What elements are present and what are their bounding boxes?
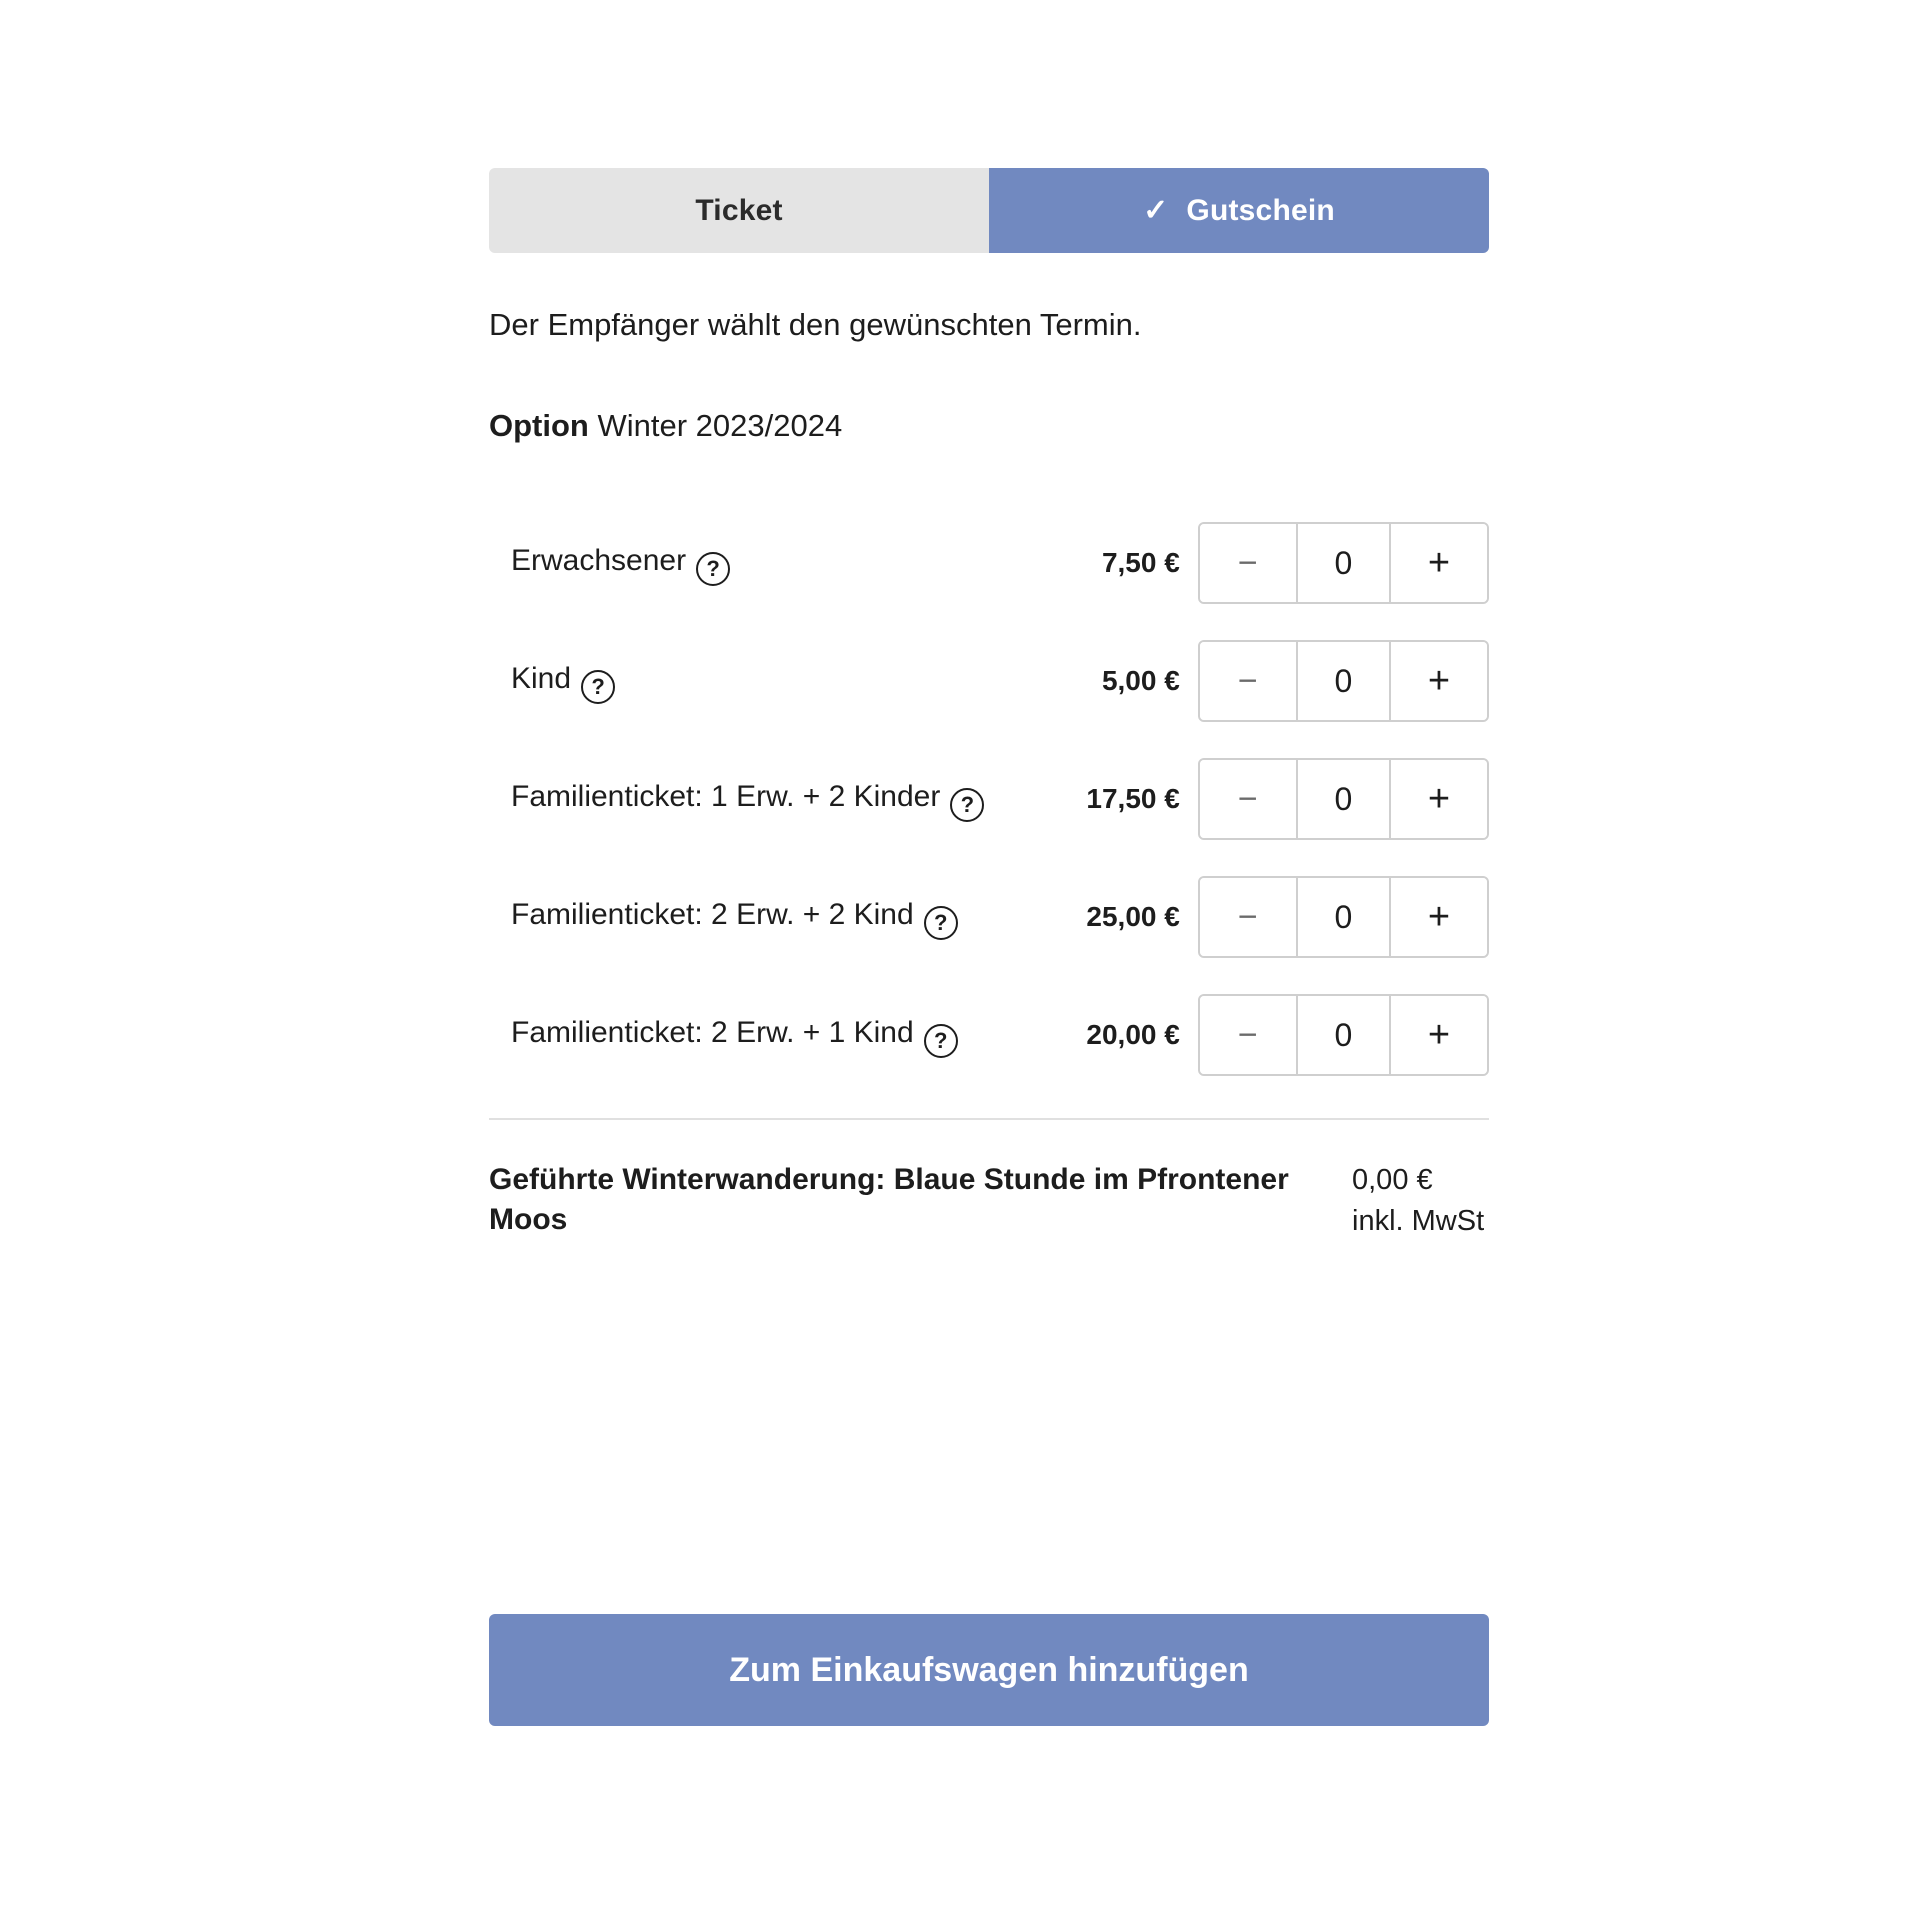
- table-row: [489, 990, 1489, 1080]
- row-label-text: Kind: [511, 661, 572, 695]
- ticket-rows: [489, 518, 1489, 1080]
- row-label-text: Familienticket: 2 Erw. + 1 Kind: [511, 1015, 914, 1049]
- plus-button[interactable]: +: [1391, 878, 1487, 956]
- quantity-value[interactable]: 0: [1296, 878, 1391, 956]
- plus-button[interactable]: +: [1391, 760, 1487, 838]
- row-label-erwachsener: [489, 541, 1025, 586]
- minus-button[interactable]: −: [1200, 878, 1296, 956]
- row-price: 17,50 €: [1086, 783, 1180, 815]
- help-icon[interactable]: ?: [696, 552, 730, 586]
- summary-title: Geführte Winterwanderung: Blaue Stunde im Pfrontener Moos: [489, 1163, 1289, 1237]
- intro-text: Der Empfänger wählt den gewünschten Termin.: [489, 307, 1142, 342]
- row-label-kind: [489, 659, 1025, 704]
- plus-button[interactable]: +: [1391, 996, 1487, 1074]
- help-icon[interactable]: ?: [581, 670, 615, 704]
- quantity-stepper: [1198, 640, 1489, 722]
- minus-button[interactable]: −: [1200, 996, 1296, 1074]
- quantity-value[interactable]: 0: [1296, 760, 1391, 838]
- divider: [489, 1118, 1489, 1120]
- summary-total: 0,00 €: [1352, 1164, 1433, 1197]
- quantity-stepper: [1198, 994, 1489, 1076]
- quantity-value[interactable]: 0: [1296, 996, 1391, 1074]
- table-row: [489, 754, 1489, 844]
- minus-button[interactable]: −: [1200, 524, 1296, 602]
- plus-button[interactable]: +: [1391, 642, 1487, 720]
- row-label-familienticket-1erw-2kinder: [489, 777, 1025, 822]
- minus-button[interactable]: −: [1200, 760, 1296, 838]
- help-icon[interactable]: ?: [924, 906, 958, 940]
- row-label-text: Familienticket: 2 Erw. + 2 Kind: [511, 897, 914, 931]
- quantity-stepper: [1198, 758, 1489, 840]
- quantity-stepper: [1198, 876, 1489, 958]
- tab-ticket-label: Ticket: [695, 193, 783, 227]
- row-label-text: Erwachsener: [511, 543, 687, 577]
- option-line: [489, 408, 1489, 444]
- booking-widget: [489, 168, 1489, 1241]
- check-icon: ✓: [1143, 193, 1169, 227]
- tab-gutschein-label: Gutschein: [1186, 193, 1335, 227]
- option-label: Option: [489, 408, 589, 444]
- tab-ticket[interactable]: [489, 168, 989, 253]
- quantity-stepper: [1198, 522, 1489, 604]
- table-row: [489, 636, 1489, 726]
- row-price: 20,00 €: [1086, 1019, 1180, 1051]
- summary-section: [489, 1160, 1489, 1241]
- summary-price-block: [1344, 1160, 1489, 1241]
- plus-button[interactable]: +: [1391, 524, 1487, 602]
- quantity-value[interactable]: 0: [1296, 524, 1391, 602]
- row-price: 5,00 €: [1101, 665, 1180, 697]
- help-icon[interactable]: ?: [924, 1024, 958, 1058]
- tab-gutschein[interactable]: [989, 168, 1489, 253]
- option-value: Winter 2023/2024: [597, 408, 843, 444]
- quantity-value[interactable]: 0: [1296, 642, 1391, 720]
- table-row: [489, 872, 1489, 962]
- help-icon[interactable]: ?: [950, 788, 984, 822]
- add-to-cart-button[interactable]: Zum Einkaufswagen hinzufügen: [489, 1614, 1489, 1726]
- row-label-familienticket-2erw-2kind: [489, 895, 1025, 940]
- row-label-familienticket-2erw-1kind: [489, 1013, 1025, 1058]
- summary-tax-note: inkl. MwSt: [1352, 1204, 1485, 1237]
- table-row: [489, 518, 1489, 608]
- row-price: 25,00 €: [1086, 901, 1180, 933]
- row-label-text: Familienticket: 1 Erw. + 2 Kinder: [511, 779, 941, 813]
- minus-button[interactable]: −: [1200, 642, 1296, 720]
- row-price: 7,50 €: [1101, 547, 1180, 579]
- ticket-type-tabs: [489, 168, 1489, 253]
